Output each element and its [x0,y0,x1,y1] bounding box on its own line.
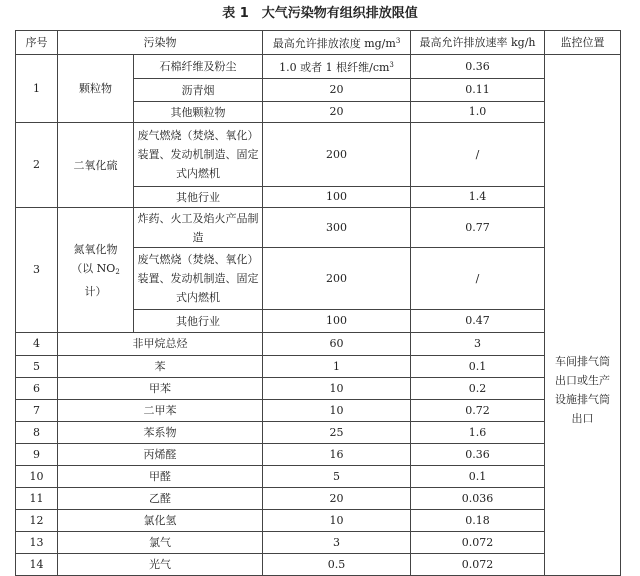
sub-pollutant: 其他行业 [134,187,263,208]
table-row [16,554,621,576]
pollutant-name-line: 氮氧化物 [73,242,118,256]
sub-pollutant: 其他颗粒物 [134,102,263,123]
header-conc-text: 最高允许排放浓度 mg/m [272,37,396,50]
max-rate: 0.47 [411,310,545,333]
max-rate: 0.36 [411,444,545,466]
pollutant-name: 颗粒物 [58,55,134,123]
sub-pollutant: 炸药、火工及焰火产品制造 [134,208,263,248]
pollutant-name: 苯系物 [58,422,263,444]
pollutant-name: 苯 [58,356,263,378]
sub-pollutant: 其他行业 [134,310,263,333]
conc-value: 20 [329,83,344,96]
table-row [16,333,621,356]
sub-pollutant: 废气燃烧（焚烧、氧化）装置、发动机制造、固定式内燃机 [134,248,263,310]
pollutant-name: 氯气 [58,532,263,554]
row-number: 6 [16,378,58,400]
max-concentration [263,310,411,333]
max-concentration: 3 [263,532,411,554]
table-row [16,466,621,488]
header-pollutant: 污染物 [58,31,263,55]
conc-value: 1.0 或者 1 根纤维/cm [279,61,390,74]
pollutant-name-line: （以 NO [71,261,116,275]
conc-value: 200 [326,147,347,161]
row-number: 9 [16,444,58,466]
max-rate: 0.1 [411,466,545,488]
header-rate: 最高允许排放速率 kg/h [411,31,545,55]
max-concentration: 5 [263,466,411,488]
pollutant-name: 乙醛 [58,488,263,510]
max-concentration: 10 [263,400,411,422]
pollutant-name [58,208,134,333]
max-concentration: 20 [263,488,411,510]
row-number: 14 [16,554,58,576]
table-row [16,532,621,554]
pollutant-name: 光气 [58,554,263,576]
table-row [16,422,621,444]
max-rate: 0.072 [411,532,545,554]
table-row [16,55,621,79]
conc-value: 20 [329,105,344,118]
table-row [16,208,621,248]
max-rate: 0.72 [411,400,545,422]
table-row [16,488,621,510]
pollutant-name: 甲醛 [58,466,263,488]
sub-pollutant: 沥青烟 [134,79,263,102]
max-rate: 0.1 [411,356,545,378]
table-row [16,444,621,466]
max-rate: 1.6 [411,422,545,444]
max-concentration: 16 [263,444,411,466]
table-row [16,400,621,422]
row-number: 10 [16,466,58,488]
max-concentration: 60 [263,333,411,356]
table-row [16,510,621,532]
pollutant-name: 甲苯 [58,378,263,400]
conc-value: 300 [326,220,347,234]
pollutant-name: 氯化氢 [58,510,263,532]
max-concentration [263,187,411,208]
superscript: 3 [389,61,394,69]
sub-pollutant: 石棉纤维及粉尘 [134,55,263,79]
max-rate: / [411,248,545,310]
table-row [16,123,621,187]
conc-value: 200 [326,271,347,285]
row-number: 13 [16,532,58,554]
pollutant-name-line: 计） [84,284,107,298]
max-concentration [263,102,411,123]
max-rate: 1.0 [411,102,545,123]
row-number: 4 [16,333,58,356]
max-rate: 0.072 [411,554,545,576]
header-conc [263,31,411,55]
max-concentration [263,208,411,248]
row-number: 3 [16,208,58,333]
max-concentration: 25 [263,422,411,444]
max-rate: 0.2 [411,378,545,400]
emission-limits-table [15,30,621,576]
max-concentration: 1 [263,356,411,378]
pollutant-name: 二氧化硫 [58,123,134,208]
subscript: 2 [115,267,120,276]
row-number: 2 [16,123,58,208]
table-row [16,378,621,400]
max-concentration [263,248,411,310]
table-row [16,356,621,378]
max-rate: 0.11 [411,79,545,102]
max-rate: / [411,123,545,187]
row-number: 5 [16,356,58,378]
max-concentration [263,123,411,187]
header-no: 序号 [16,31,58,55]
pollutant-name: 二甲苯 [58,400,263,422]
max-concentration: 0.5 [263,554,411,576]
max-rate: 1.4 [411,187,545,208]
pollutant-name: 丙烯醛 [58,444,263,466]
conc-value: 100 [326,190,347,203]
row-number: 1 [16,55,58,123]
max-concentration: 10 [263,510,411,532]
max-rate: 0.18 [411,510,545,532]
sub-pollutant: 废气燃烧（焚烧、氧化）装置、发动机制造、固定式内燃机 [134,123,263,187]
max-rate: 0.036 [411,488,545,510]
max-rate: 0.36 [411,55,545,79]
table-title: 表 1 大气污染物有组织排放限值 [222,6,418,21]
max-rate: 0.77 [411,208,545,248]
max-concentration: 10 [263,378,411,400]
max-concentration [263,79,411,102]
row-number: 11 [16,488,58,510]
header-conc-sup: 3 [395,37,401,45]
monitoring-location: 车间排气筒出口或生产设施排气筒出口 [545,55,621,576]
pollutant-name: 非甲烷总烃 [58,333,263,356]
row-number: 8 [16,422,58,444]
max-rate: 3 [411,333,545,356]
header-row [16,31,621,55]
max-concentration [263,55,411,79]
row-number: 12 [16,510,58,532]
conc-value: 100 [326,314,347,327]
header-location: 监控位置 [545,31,621,55]
row-number: 7 [16,400,58,422]
